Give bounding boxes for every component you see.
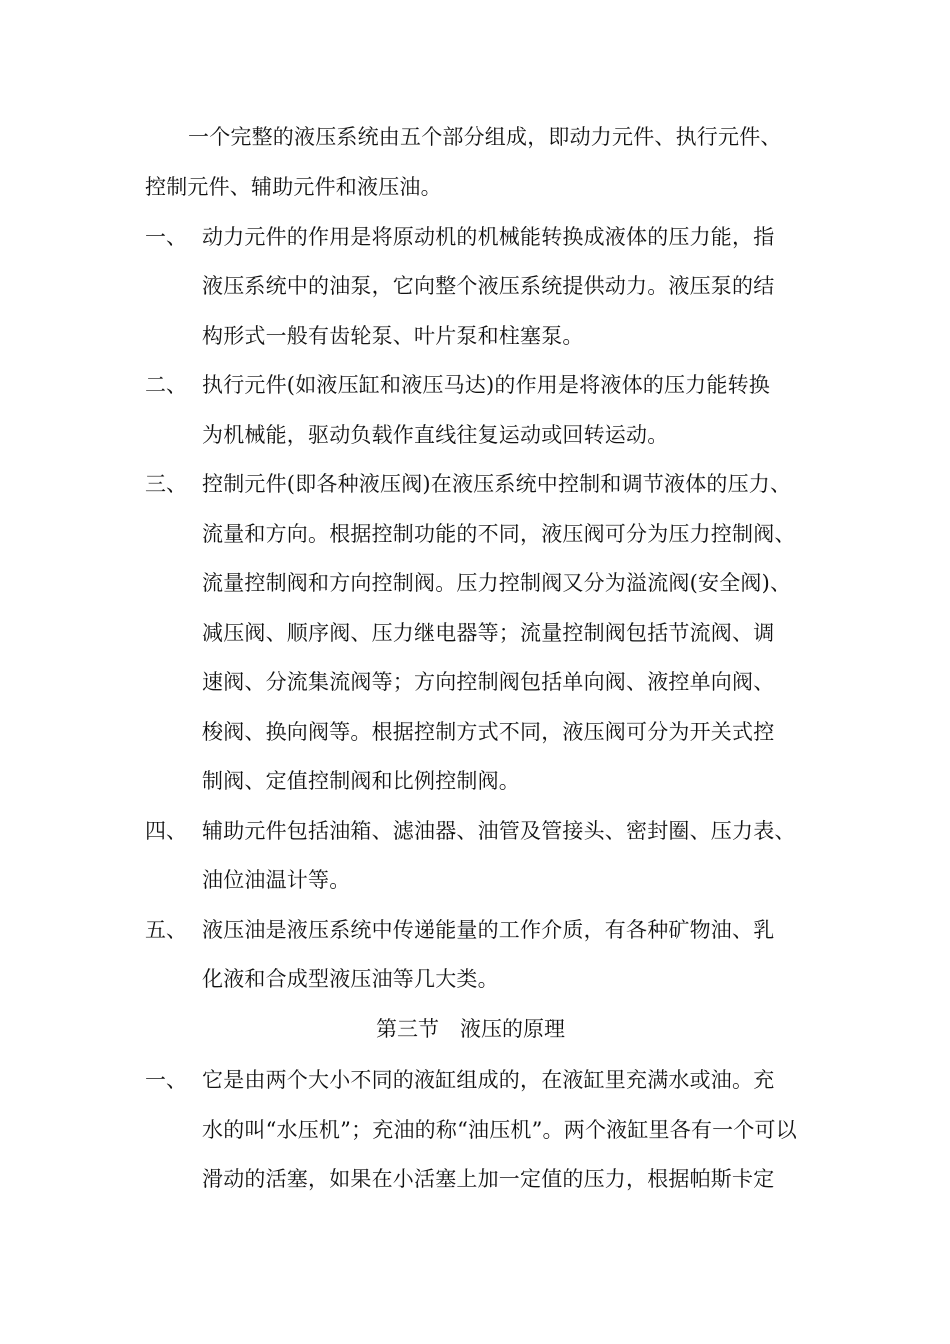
section-item-number: 一、 [145, 1068, 187, 1092]
intro-line-1: 一个完整的液压系统由五个部分组成，即动力元件、执行元件、 [188, 125, 782, 149]
item-number: 三、 [145, 472, 187, 496]
item-number: 五、 [145, 918, 187, 942]
item-line: 构形式一般有齿轮泵、叶片泵和柱塞泵。 [202, 324, 584, 348]
item-line: 制阀、定值控制阀和比例控制阀。 [202, 769, 520, 793]
item-line: 液压油是液压系统中传递能量的工作介质，有各种矿物油、乳 [202, 918, 775, 942]
section-item-line: 滑动的活塞，如果在小活塞上加一定值的压力，根据帕斯卡定 [202, 1167, 775, 1191]
item-line: 控制元件(即各种液压阀)在液压系统中控制和调节液体的压力、 [202, 472, 792, 496]
intro-line-2: 控制元件、辅助元件和液压油。 [145, 175, 442, 199]
item-line: 速阀、分流集流阀等；方向控制阀包括单向阀、液控单向阀、 [202, 670, 775, 694]
section-item-line: 它是由两个大小不同的液缸组成的，在液缸里充满水或油。充 [202, 1068, 775, 1092]
item-line: 执行元件(如液压缸和液压马达)的作用是将液体的压力能转换 [202, 373, 770, 397]
item-line: 减压阀、顺序阀、压力继电器等；流量控制阀包括节流阀、调 [202, 621, 775, 645]
section-heading: 第三节 液压的原理 [376, 1017, 565, 1041]
item-number: 一、 [145, 225, 187, 249]
item-line: 辅助元件包括油箱、滤油器、油管及管接头、密封圈、压力表、 [202, 819, 796, 843]
item-line: 液压系统中的油泵，它向整个液压系统提供动力。液压泵的结 [202, 274, 775, 298]
item-line: 梭阀、换向阀等。根据控制方式不同，液压阀可分为开关式控 [202, 720, 775, 744]
item-line: 流量和方向。根据控制功能的不同，液压阀可分为压力控制阀、 [202, 522, 796, 546]
item-line: 流量控制阀和方向控制阀。压力控制阀又分为溢流阀(安全阀)、 [202, 571, 792, 595]
item-line: 为机械能，驱动负载作直线往复运动或回转运动。 [202, 423, 669, 447]
item-number: 二、 [145, 373, 187, 397]
section-item-line: 水的叫“水压机”；充油的称“油压机”。两个液缸里各有一个可以 [202, 1118, 797, 1142]
item-line: 化液和合成型液压油等几大类。 [202, 967, 499, 991]
item-line: 油位油温计等。 [202, 868, 351, 892]
item-number: 四、 [145, 819, 187, 843]
item-line: 动力元件的作用是将原动机的机械能转换成液体的压力能，指 [202, 225, 775, 249]
